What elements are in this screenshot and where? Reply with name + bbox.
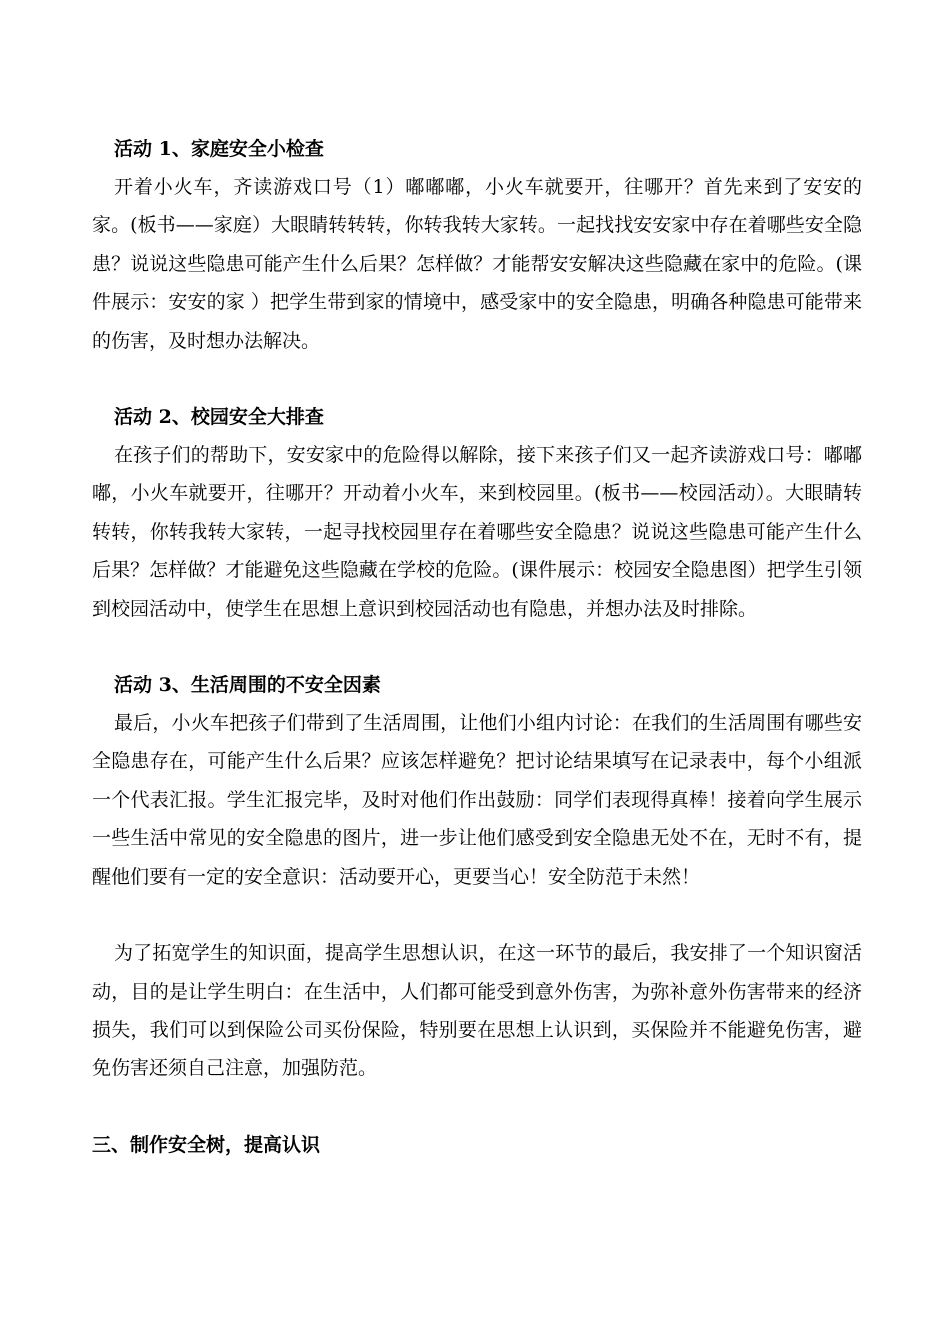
- activity-2-heading: 活动 2、校园安全大排查: [114, 406, 324, 429]
- activity-3-heading: 活动 3、生活周围的不安全因素: [114, 674, 381, 697]
- activity-1-body: 开着小火车，齐读游戏口号（1）嘟嘟嘟，小火车就要开，往哪开？首先来到了安安的家。(板书——家庭）大眼睛转转转，你转我转大家转。一起找找安安家中存在着哪些安全隐患？说说这些隐患可能产生什么后果？怎样做？才能帮安安解决这些隐藏在家中的危险。(课件展示：安安的家 ）把学生带到家的情境中，感受家中的安全隐患，明确各种隐患可能带来的伤害，及时想办法解决。: [92, 176, 862, 352]
- activity-1-heading: 活动 1、家庭安全小检查: [114, 138, 324, 160]
- spacer: [92, 1088, 862, 1126]
- activity-3-body: 最后，小火车把孩子们带到了生活周围，让他们小组内讨论：在我们的生活周围有哪些安全隐患存在，可能产生什么后果？应该怎样避免？把讨论结果填写在记录表中，每个小组派一个代表汇报。学生汇报完毕，及时对他们作出鼓励：同学们表现得真棒！接着向学生展示一些生活中常见的安全隐患的图片，进一步让他们感受到安全隐患无处不在，无时不有，提醒他们要有一定的安全意识：活动要开心，更要当心！安全防范于未然！: [92, 712, 862, 888]
- activity-2-body: 在孩子们的帮助下，安安家中的危险得以解除，接下来孩子们又一起齐读游戏口号：嘟嘟嘟，小火车就要开，往哪开？开动着小火车，来到校园里。(板书——校园活动）。大眼睛转转转，你转我转大家转，一起寻找校园里存在着哪些安全隐患？说说这些隐患可能产生什么后果？怎样做？才能避免这些隐藏在学校的危险。(课件展示：校园安全隐患图）把学生引领到校园活动中，使学生在思想上意识到校园活动也有隐患，并想办法及时排除。: [92, 444, 862, 620]
- section-3-heading: 三、制作安全树，提高认识: [92, 1133, 321, 1156]
- document-page: [92, 130, 862, 1164]
- spacer: [92, 628, 862, 666]
- spacer: [92, 360, 862, 398]
- closing-paragraph: 为了拓宽学生的知识面，提高学生思想认识，在这一环节的最后，我安排了一个知识窗活动，目的是让学生明白：在生活中，人们都可能受到意外伤害，为弥补意外伤害带来的经济损失，我们可以到保险公司买份保险，特别要在思想上认识到，买保险并不能避免伤害，避免伤害还须自己注意，加强防范。: [92, 942, 862, 1080]
- spacer: [92, 896, 862, 934]
